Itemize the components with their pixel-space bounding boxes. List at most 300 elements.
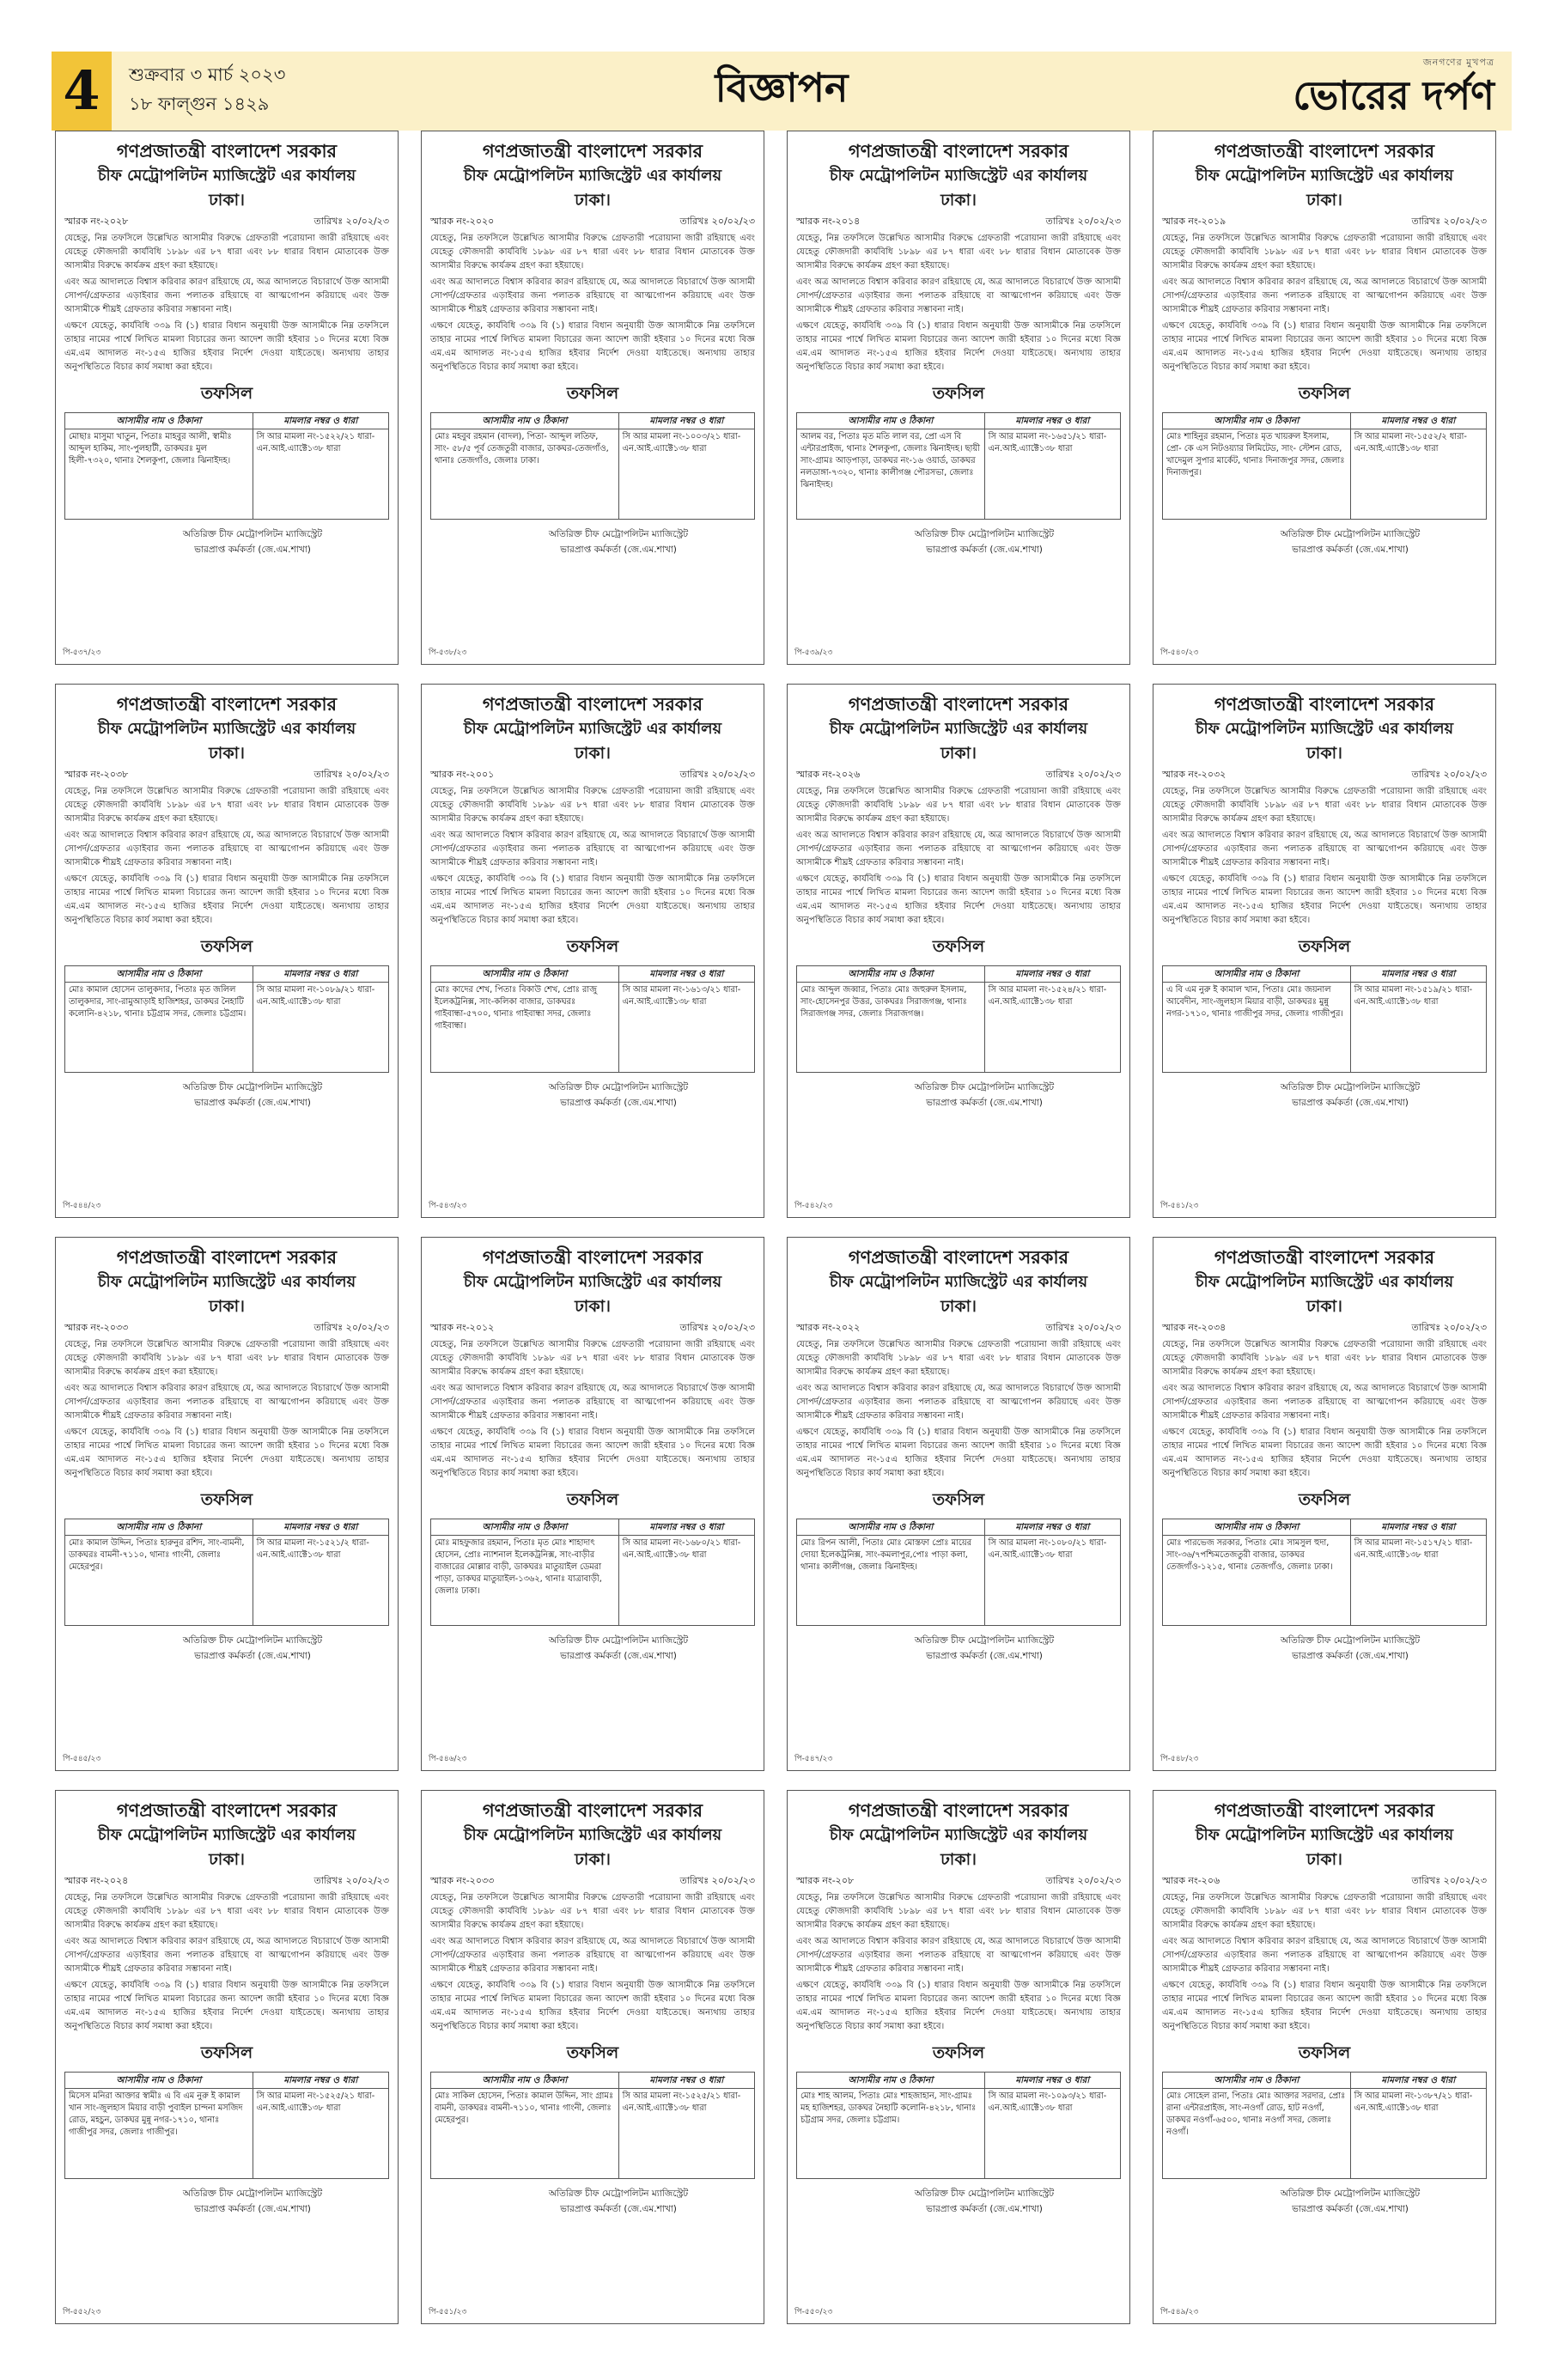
schedule-table	[1162, 1519, 1487, 1626]
notice-title-office: চীফ মেট্রোপলিটন ম্যাজিস্ট্রেট এর কার্যালয়	[97, 1273, 356, 1291]
notice-paragraph: এবং অত্র আদালতে বিশ্বাস করিবার কারণ রহিয়াছে যে, অত্র আদালতে বিচারার্থে উক্ত আসামী সোপর্দ/গ্রেফতার এড়াইবার জন্য পলাতক রহিয়াছে বা আত্মগোপন করিয়াছে এবং উক্ত আসামীকে শীঘ্রই গ্রেফতার করিবার সম্ভাবনা নাই।	[64, 277, 389, 314]
notice-paragraph: এবং অত্র আদালতে বিশ্বাস করিবার কারণ রহিয়াছে যে, অত্র আদালতে বিচারার্থে উক্ত আসামী সোপর্দ/গ্রেফতার এড়াইবার জন্য পলাতক রহিয়াছে বা আত্মগোপন করিয়াছে এবং উক্ত আসামীকে শীঘ্রই গ্রেফতার করিবার সম্ভাবনা নাই।	[430, 277, 755, 314]
case-number-section: সি আর মামলা নং-১০৯৩/২১ ধারা-এন.আই.এ্যাক্টে১৩৮ ধারা	[984, 2089, 1120, 2179]
notice-title-city: ঢাকা।	[209, 191, 245, 210]
notice-paragraph: এবং অত্র আদালতে বিশ্বাস করিবার কারণ রহিয়াছে যে, অত্র আদালতে বিচারার্থে উক্ত আসামী সোপর্দ/গ্রেফতার এড়াইবার জন্য পলাতক রহিয়াছে বা আত্মগোপন করিয়াছে এবং উক্ত আসামীকে শীঘ্রই গ্রেফতার করিবার সম্ভাবনা নাই।	[796, 1937, 1121, 1974]
notice-paragraph: এবং অত্র আদালতে বিশ্বাস করিবার কারণ রহিয়াছে যে, অত্র আদালতে বিচারার্থে উক্ত আসামী সোপর্দ/গ্রেফতার এড়াইবার জন্য পলাতক রহিয়াছে বা আত্মগোপন করিয়াছে এবং উক্ত আসামীকে শীঘ্রই গ্রেফতার করিবার সম্ভাবনা নাই।	[64, 1937, 389, 1974]
notice-paragraph: এক্ষণে যেহেতু, কার্যবিধি ৩৩৯ বি (১) ধারার বিধান অনুযায়ী উক্ত আসামীকে নিম্ন তফসিলে তাহার নামের পার্শ্বে লিখিত মামলা বিচারের জন্য আদেশ জারী হইবার ১০ দিনের মধ্যে বিজ্ঞ এম.এম আদালত নং-১৫এ হাজির হইবার নির্দেশ দেওয়া যাইতেছে। অন্যথায় তাহার অনুপস্থিতিতে বিচার কার্য সমাধা করা হইবে।	[1162, 874, 1487, 925]
notice-paragraph: এবং অত্র আদালতে বিশ্বাস করিবার কারণ রহিয়াছে যে, অত্র আদালতে বিচারার্থে উক্ত আসামী সোপর্দ/গ্রেফতার এড়াইবার জন্য পলাতক রহিয়াছে বা আত্মগোপন করিয়াছে এবং উক্ত আসামীকে শীঘ্রই গ্রেফতার করিবার সম্ভাবনা নাই।	[1162, 1937, 1487, 1974]
schedule-heading: তফসিল	[932, 937, 985, 956]
notice-title-office: চীফ মেট্রোপলিটন ম্যাজিস্ট্রেট এর কার্যালয়	[463, 720, 722, 738]
schedule-table	[64, 2072, 389, 2179]
accused-name-address: মোছাঃ মাসুমা খাতুন, পিতাঃ মাহবুর আলী, স্বামীঃ আব্দুল হাকিম, সাং-পুলহাটী, ডাকঘরঃ মুল হিলী-৭৩২০, থানাঃ শৈলকুপা, জেলাঃ ঝিনাইদহ।	[65, 429, 253, 520]
column-header-accused: আসামীর নাম ও ঠিকানা	[1163, 1519, 1351, 1536]
signatory-office: ভারপ্রাপ্ত কর্মকর্তা (জে.এম.শাখা)	[926, 2204, 1043, 2214]
ad-code: পি-৫৫০/২৩	[794, 2308, 833, 2316]
case-number-section: সি আর মামলা নং-১৫৫২/২ ধারা-এন.আই.এ্যাক্টে১৩৮ ধারা	[1350, 429, 1486, 520]
notice-title-office: চীফ মেট্রোপলিটন ম্যাজিস্ট্রেট এর কার্যালয়	[463, 1273, 722, 1291]
schedule-table	[796, 965, 1121, 1073]
column-header-accused: আসামীর নাম ও ঠিকানা	[1163, 966, 1351, 983]
table-header-row	[1163, 413, 1487, 429]
signatory-office: ভারপ্রাপ্ত কর্মকর্তা (জে.এম.শাখা)	[560, 545, 677, 555]
notice-title-city: ঢাকা।	[940, 744, 977, 763]
column-header-accused: আসামীর নাম ও ঠিকানা	[797, 413, 985, 429]
notice-title-govt: গণপ্রজাতন্ত্রী বাংলাদেশ সরকার	[1214, 1247, 1435, 1268]
column-header-accused: আসামীর নাম ও ঠিকানা	[797, 2073, 985, 2089]
notice-date: তারিখঃ ২০/০২/২৩	[1045, 769, 1121, 780]
case-number-section: সি আর মামলা নং-১৬১৩/২১ ধারা-এন.আই.এ্যাক্টে১৩৮ ধারা	[618, 983, 754, 1073]
column-header-accused: আসামীর নাম ও ঠিকানা	[65, 1519, 253, 1536]
case-number-section: সি আর মামলা নং-১৫২১/২ ধারা-এন.আই.এ্যাক্টে১৩৮ ধারা	[253, 1536, 388, 1626]
accused-name-address: মোঃ কামাল হোসেন তালুকদার, পিতাঃ মৃত জলিল তালুকদার, সাং-রামুআড়াই হাজিশহর, ডাকঘর নৈহাটি কলোনি-৪২১৮, থানাঃ চট্টগ্রাম সদর, জেলাঃ চট্টগ্রাম।	[65, 983, 253, 1073]
legal-notice	[421, 1790, 764, 2324]
notice-date: তারিখঃ ২০/০২/২৩	[1411, 1322, 1487, 1333]
notice-body	[64, 232, 389, 374]
notice-body	[430, 1891, 755, 2034]
signature-block	[1162, 1080, 1487, 1111]
ad-code: পি-৫৪৮/২৩	[1160, 1755, 1199, 1763]
ad-code: পি-৫৫১/২৩	[429, 2308, 467, 2316]
notice-body	[64, 1891, 389, 2034]
column-header-accused: আসামীর নাম ও ঠিকানা	[65, 966, 253, 983]
memo-number: স্মারক নং-২০১৪	[796, 216, 861, 227]
notice-paragraph: এবং অত্র আদালতে বিশ্বাস করিবার কারণ রহিয়াছে যে, অত্র আদালতে বিচারার্থে উক্ত আসামী সোপর্দ/গ্রেফতার এড়াইবার জন্য পলাতক রহিয়াছে বা আত্মগোপন করিয়াছে এবং উক্ত আসামীকে শীঘ্রই গ্রেফতার করিবার সম্ভাবনা নাই।	[430, 1937, 755, 1974]
table-row	[797, 429, 1121, 520]
signature-block	[796, 1633, 1121, 1664]
date-bengali: ১৮ ফাল্গুন ১৪২৯	[129, 94, 270, 114]
signature-block	[796, 2186, 1121, 2217]
signature-block	[796, 527, 1121, 557]
table-row	[1163, 1536, 1487, 1626]
notice-paragraph: এক্ষণে যেহেতু, কার্যবিধি ৩৩৯ বি (১) ধারার বিধান অনুযায়ী উক্ত আসামীকে নিম্ন তফসিলে তাহার নামের পার্শ্বে লিখিত মামলা বিচারের জন্য আদেশ জারী হইবার ১০ দিনের মধ্যে বিজ্ঞ এম.এম আদালত নং-১৫এ হাজির হইবার নির্দেশ দেওয়া যাইতেছে। অন্যথায় তাহার অনুপস্থিতিতে বিচার কার্য সমাধা করা হইবে।	[430, 1427, 755, 1478]
schedule-heading: তফসিল	[566, 1490, 619, 1509]
notice-paragraph: এবং অত্র আদালতে বিশ্বাস করিবার কারণ রহিয়াছে যে, অত্র আদালতে বিচারার্থে উক্ত আসামী সোপর্দ/গ্রেফতার এড়াইবার জন্য পলাতক রহিয়াছে বা আত্মগোপন করিয়াছে এবং উক্ত আসামীকে শীঘ্রই গ্রেফতার করিবার সম্ভাবনা নাই।	[430, 831, 755, 867]
legal-notice	[787, 1790, 1130, 2324]
signatory-title: অতিরিক্ত চীফ মেট্রোপলিটন ম্যাজিস্ট্রেট	[1280, 1082, 1421, 1093]
column-header-case: মামলার নম্বর ও ধারা	[984, 413, 1120, 429]
column-header-accused: আসামীর নাম ও ঠিকানা	[431, 966, 619, 983]
notice-paragraph: যেহেতু, নিম্ন তফসিলে উল্লেখিত আসামীর বিরুদ্ধে গ্রেফতারী পরোয়ানা জারী রহিয়াছে এবং যেহেতু ফৌজদারী কার্যবিধি ১৮৯৮ এর ৮৭ ধারা এবং ৮৮ ধারার বিধান মোতাবেক উক্ত আসামীর বিরুদ্ধে কার্যক্রম গ্রহণ করা হইয়াছে।	[64, 1893, 389, 1930]
schedule-table	[64, 1519, 389, 1626]
notice-date: তারিখঃ ২০/০২/২৩	[679, 216, 755, 227]
notice-body	[1162, 232, 1487, 374]
schedule-table	[1162, 412, 1487, 520]
page-number: 4	[52, 52, 112, 131]
signatory-office: ভারপ্রাপ্ত কর্মকর্তা (জে.এম.শাখা)	[194, 1651, 311, 1661]
column-header-case: মামলার নম্বর ও ধারা	[253, 966, 388, 983]
page-header	[52, 52, 1512, 131]
notice-meta	[796, 767, 1121, 782]
schedule-table	[796, 2072, 1121, 2179]
signatory-title: অতিরিক্ত চীফ মেট্রোপলিটন ম্যাজিস্ট্রেট	[1280, 2188, 1421, 2199]
signatory-office: ভারপ্রাপ্ত কর্মকর্তা (জে.এম.শাখা)	[926, 1098, 1043, 1108]
notice-title-city: ঢাকা।	[940, 1297, 977, 1316]
case-number-section: সি আর মামলা নং-১৫১৯/২১ ধারা-এন.আই.এ্যাক্টে১৩৮ ধারা	[1350, 983, 1486, 1073]
column-header-case: মামলার নম্বর ও ধারা	[253, 1519, 388, 1536]
notice-title-city: ঢাকা।	[1306, 1297, 1342, 1316]
notice-body	[796, 232, 1121, 374]
accused-name-address: মোঃ কাদের শেখ, পিতাঃ বিকাউ শেখ, প্রোঃ রাজু ইলেকট্রনিক্স, সাং-কলিকা বাজার, ডাকঘরঃ গাইবান্ধা-৫৭০০, থানাঃ গাইবান্ধা সদর, জেলাঃ গাইবান্ধা।	[431, 983, 619, 1073]
notice-paragraph: এক্ষণে যেহেতু, কার্যবিধি ৩৩৯ বি (১) ধারার বিধান অনুযায়ী উক্ত আসামীকে নিম্ন তফসিলে তাহার নামের পার্শ্বে লিখিত মামলা বিচারের জন্য আদেশ জারী হইবার ১০ দিনের মধ্যে বিজ্ঞ এম.এম আদালত নং-১৫এ হাজির হইবার নির্দেশ দেওয়া যাইতেছে। অন্যথায় তাহার অনুপস্থিতিতে বিচার কার্য সমাধা করা হইবে।	[1162, 1427, 1487, 1478]
schedule-table	[64, 965, 389, 1073]
table-header-row	[65, 413, 389, 429]
notice-paragraph: যেহেতু, নিম্ন তফসিলে উল্লেখিত আসামীর বিরুদ্ধে গ্রেফতারী পরোয়ানা জারী রহিয়াছে এবং যেহেতু ফৌজদারী কার্যবিধি ১৮৯৮ এর ৮৭ ধারা এবং ৮৮ ধারার বিধান মোতাবেক উক্ত আসামীর বিরুদ্ধে কার্যক্রম গ্রহণ করা হইয়াছে।	[430, 234, 755, 271]
column-header-case: মামলার নম্বর ও ধারা	[618, 413, 754, 429]
legal-notice	[55, 684, 399, 1218]
signature-block	[1162, 2186, 1487, 2217]
signatory-title: অতিরিক্ত চীফ মেট্রোপলিটন ম্যাজিস্ট্রেট	[548, 1635, 689, 1646]
notice-paragraph: এক্ষণে যেহেতু, কার্যবিধি ৩৩৯ বি (১) ধারার বিধান অনুযায়ী উক্ত আসামীকে নিম্ন তফসিলে তাহার নামের পার্শ্বে লিখিত মামলা বিচারের জন্য আদেশ জারী হইবার ১০ দিনের মধ্যে বিজ্ঞ এম.এম আদালত নং-১৫এ হাজির হইবার নির্দেশ দেওয়া যাইতেছে। অন্যথায় তাহার অনুপস্থিতিতে বিচার কার্য সমাধা করা হইবে।	[430, 874, 755, 925]
signature-block	[1162, 1633, 1487, 1664]
ad-code: পি-৫৪২/২৩	[794, 1202, 833, 1210]
ad-code: পি-৫৪৪/২৩	[63, 1202, 101, 1210]
legal-notice	[1153, 1790, 1496, 2324]
signature-block	[64, 527, 389, 557]
legal-notice	[787, 131, 1130, 665]
column-header-case: মামলার নম্বর ও ধারা	[618, 1519, 754, 1536]
notice-meta	[430, 1873, 755, 1889]
notice-paragraph: যেহেতু, নিম্ন তফসিলে উল্লেখিত আসামীর বিরুদ্ধে গ্রেফতারী পরোয়ানা জারী রহিয়াছে এবং যেহেতু ফৌজদারী কার্যবিধি ১৮৯৮ এর ৮৭ ধারা এবং ৮৮ ধারার বিধান মোতাবেক উক্ত আসামীর বিরুদ্ধে কার্যক্রম গ্রহণ করা হইয়াছে।	[796, 234, 1121, 271]
signatory-title: অতিরিক্ত চীফ মেট্রোপলিটন ম্যাজিস্ট্রেট	[182, 1082, 323, 1093]
notice-body	[1162, 1338, 1487, 1481]
notice-paragraph: যেহেতু, নিম্ন তফসিলে উল্লেখিত আসামীর বিরুদ্ধে গ্রেফতারী পরোয়ানা জারী রহিয়াছে এবং যেহেতু ফৌজদারী কার্যবিধি ১৮৯৮ এর ৮৭ ধারা এবং ৮৮ ধারার বিধান মোতাবেক উক্ত আসামীর বিরুদ্ধে কার্যক্রম গ্রহণ করা হইয়াছে।	[430, 1340, 755, 1377]
notice-paragraph: এক্ষণে যেহেতু, কার্যবিধি ৩৩৯ বি (১) ধারার বিধান অনুযায়ী উক্ত আসামীকে নিম্ন তফসিলে তাহার নামের পার্শ্বে লিখিত মামলা বিচারের জন্য আদেশ জারী হইবার ১০ দিনের মধ্যে বিজ্ঞ এম.এম আদালত নং-১৫এ হাজির হইবার নির্দেশ দেওয়া যাইতেছে। অন্যথায় তাহার অনুপস্থিতিতে বিচার কার্য সমাধা করা হইবে।	[1162, 321, 1487, 372]
notice-title-office: চীফ মেট্রোপলিটন ম্যাজিস্ট্রেট এর কার্যালয়	[829, 720, 1088, 738]
accused-name-address: মোঃ শাহ আলম, পিতাঃ মোঃ শাহজাহান, সাং-গ্রামঃ মহ হাজিশহর, ডাকঘর নৈহাটি কলোনি-৪২১৮, থানাঃ চট্টগ্রাম সদর, জেলাঃ চট্টগ্রাম।	[797, 2089, 985, 2179]
notice-title-office: চীফ মেট্রোপলিটন ম্যাজিস্ট্রেট এর কার্যালয়	[829, 1826, 1088, 1844]
notice-paragraph: এক্ষণে যেহেতু, কার্যবিধি ৩৩৯ বি (১) ধারার বিধান অনুযায়ী উক্ত আসামীকে নিম্ন তফসিলে তাহার নামের পার্শ্বে লিখিত মামলা বিচারের জন্য আদেশ জারী হইবার ১০ দিনের মধ্যে বিজ্ঞ এম.এম আদালত নং-১৫এ হাজির হইবার নির্দেশ দেওয়া যাইতেছে। অন্যথায় তাহার অনুপস্থিতিতে বিচার কার্য সমাধা করা হইবে।	[64, 874, 389, 925]
notice-title-city: ঢাকা।	[1306, 1850, 1342, 1869]
notice-body	[796, 1891, 1121, 2034]
notice-paragraph: এক্ষণে যেহেতু, কার্যবিধি ৩৩৯ বি (১) ধারার বিধান অনুযায়ী উক্ত আসামীকে নিম্ন তফসিলে তাহার নামের পার্শ্বে লিখিত মামলা বিচারের জন্য আদেশ জারী হইবার ১০ দিনের মধ্যে বিজ্ঞ এম.এম আদালত নং-১৫এ হাজির হইবার নির্দেশ দেওয়া যাইতেছে। অন্যথায় তাহার অনুপস্থিতিতে বিচার কার্য সমাধা করা হইবে।	[64, 1427, 389, 1478]
table-header-row	[431, 2073, 755, 2089]
column-header-accused: আসামীর নাম ও ঠিকানা	[65, 413, 253, 429]
table-row	[431, 983, 755, 1073]
notice-title-office: চীফ মেট্রোপলিটন ম্যাজিস্ট্রেট এর কার্যালয়	[1195, 167, 1454, 185]
notice-paragraph: এক্ষণে যেহেতু, কার্যবিধি ৩৩৯ বি (১) ধারার বিধান অনুযায়ী উক্ত আসামীকে নিম্ন তফসিলে তাহার নামের পার্শ্বে লিখিত মামলা বিচারের জন্য আদেশ জারী হইবার ১০ দিনের মধ্যে বিজ্ঞ এম.এম আদালত নং-১৫এ হাজির হইবার নির্দেশ দেওয়া যাইতেছে। অন্যথায় তাহার অনুপস্থিতিতে বিচার কার্য সমাধা করা হইবে।	[1162, 1981, 1487, 2031]
signatory-title: অতিরিক্ত চীফ মেট্রোপলিটন ম্যাজিস্ট্রেট	[182, 529, 323, 539]
notice-paragraph: এবং অত্র আদালতে বিশ্বাস করিবার কারণ রহিয়াছে যে, অত্র আদালতে বিচারার্থে উক্ত আসামী সোপর্দ/গ্রেফতার এড়াইবার জন্য পলাতক রহিয়াছে বা আত্মগোপন করিয়াছে এবং উক্ত আসামীকে শীঘ্রই গ্রেফতার করিবার সম্ভাবনা নাই।	[1162, 1384, 1487, 1421]
table-row	[797, 2089, 1121, 2179]
schedule-heading: তফসিল	[932, 1490, 985, 1509]
signatory-office: ভারপ্রাপ্ত কর্মকর্তা (জে.এম.শাখা)	[194, 2204, 311, 2214]
memo-number: স্মারক নং-২০০১	[430, 769, 495, 780]
signature-block	[430, 1080, 755, 1111]
signatory-office: ভারপ্রাপ্ত কর্মকর্তা (জে.এম.শাখা)	[194, 1098, 311, 1108]
notice-meta	[430, 214, 755, 229]
notice-date: তারিখঃ ২০/০২/২৩	[1411, 1875, 1487, 1886]
schedule-table	[796, 412, 1121, 520]
schedule-table	[430, 2072, 755, 2179]
notice-paragraph: এক্ষণে যেহেতু, কার্যবিধি ৩৩৯ বি (১) ধারার বিধান অনুযায়ী উক্ত আসামীকে নিম্ন তফসিলে তাহার নামের পার্শ্বে লিখিত মামলা বিচারের জন্য আদেশ জারী হইবার ১০ দিনের মধ্যে বিজ্ঞ এম.এম আদালত নং-১৫এ হাজির হইবার নির্দেশ দেওয়া যাইতেছে। অন্যথায় তাহার অনুপস্থিতিতে বিচার কার্য সমাধা করা হইবে।	[430, 321, 755, 372]
table-row	[1163, 2089, 1487, 2179]
signature-block	[64, 1633, 389, 1664]
schedule-table	[64, 412, 389, 520]
notice-paragraph: এক্ষণে যেহেতু, কার্যবিধি ৩৩৯ বি (১) ধারার বিধান অনুযায়ী উক্ত আসামীকে নিম্ন তফসিলে তাহার নামের পার্শ্বে লিখিত মামলা বিচারের জন্য আদেশ জারী হইবার ১০ দিনের মধ্যে বিজ্ঞ এম.এম আদালত নং-১৫এ হাজির হইবার নির্দেশ দেওয়া যাইতেছে। অন্যথায় তাহার অনুপস্থিতিতে বিচার কার্য সমাধা করা হইবে।	[430, 1981, 755, 2031]
notice-body	[430, 232, 755, 374]
signature-block	[430, 2186, 755, 2217]
legal-notice	[421, 131, 764, 665]
notice-paragraph: যেহেতু, নিম্ন তফসিলে উল্লেখিত আসামীর বিরুদ্ধে গ্রেফতারী পরোয়ানা জারী রহিয়াছে এবং যেহেতু ফৌজদারী কার্যবিধি ১৮৯৮ এর ৮৭ ধারা এবং ৮৮ ধারার বিধান মোতাবেক উক্ত আসামীর বিরুদ্ধে কার্যক্রম গ্রহণ করা হইয়াছে।	[796, 787, 1121, 824]
table-row	[65, 983, 389, 1073]
notice-date: তারিখঃ ২০/০২/২৩	[679, 1322, 755, 1333]
signatory-office: ভারপ্রাপ্ত কর্মকর্তা (জে.এম.শাখা)	[560, 1651, 677, 1661]
table-row	[65, 429, 389, 520]
schedule-table	[430, 1519, 755, 1626]
notice-meta	[64, 214, 389, 229]
notice-title-govt: গণপ্রজাতন্ত্রী বাংলাদেশ সরকার	[848, 1247, 1069, 1268]
signatory-office: ভারপ্রাপ্ত কর্মকর্তা (জে.এম.শাখা)	[194, 545, 311, 555]
schedule-heading: তফসিল	[200, 937, 253, 956]
notice-paragraph: এবং অত্র আদালতে বিশ্বাস করিবার কারণ রহিয়াছে যে, অত্র আদালতে বিচারার্থে উক্ত আসামী সোপর্দ/গ্রেফতার এড়াইবার জন্য পলাতক রহিয়াছে বা আত্মগোপন করিয়াছে এবং উক্ত আসামীকে শীঘ্রই গ্রেফতার করিবার সম্ভাবনা নাই।	[796, 831, 1121, 867]
accused-name-address: মোঃ রিপন আলী, পিতাঃ মোঃ মোস্তফা প্রোঃ মায়ের দোয়া ইলেকট্রনিক্স, সাং-কমলাপুর,পোঃ পাড়া কলা, থানাঃ কালীগঞ্জ, জেলাঃ ঝিনাইদহ।	[797, 1536, 985, 1626]
schedule-heading: তফসিল	[932, 2043, 985, 2062]
notice-title-office: চীফ মেট্রোপলিটন ম্যাজিস্ট্রেট এর কার্যালয়	[463, 1826, 722, 1844]
signature-block	[64, 2186, 389, 2217]
notice-paragraph: যেহেতু, নিম্ন তফসিলে উল্লেখিত আসামীর বিরুদ্ধে গ্রেফতারী পরোয়ানা জারী রহিয়াছে এবং যেহেতু ফৌজদারী কার্যবিধি ১৮৯৮ এর ৮৭ ধারা এবং ৮৮ ধারার বিধান মোতাবেক উক্ত আসামীর বিরুদ্ধে কার্যক্রম গ্রহণ করা হইয়াছে।	[796, 1893, 1121, 1930]
column-header-accused: আসামীর নাম ও ঠিকানা	[1163, 413, 1351, 429]
notice-paragraph: যেহেতু, নিম্ন তফসিলে উল্লেখিত আসামীর বিরুদ্ধে গ্রেফতারী পরোয়ানা জারী রহিয়াছে এবং যেহেতু ফৌজদারী কার্যবিধি ১৮৯৮ এর ৮৭ ধারা এবং ৮৮ ধারার বিধান মোতাবেক উক্ত আসামীর বিরুদ্ধে কার্যক্রম গ্রহণ করা হইয়াছে।	[64, 1340, 389, 1377]
notice-paragraph: যেহেতু, নিম্ন তফসিলে উল্লেখিত আসামীর বিরুদ্ধে গ্রেফতারী পরোয়ানা জারী রহিয়াছে এবং যেহেতু ফৌজদারী কার্যবিধি ১৮৯৮ এর ৮৭ ধারা এবং ৮৮ ধারার বিধান মোতাবেক উক্ত আসামীর বিরুদ্ধে কার্যক্রম গ্রহণ করা হইয়াছে।	[1162, 234, 1487, 271]
schedule-table	[796, 1519, 1121, 1626]
notice-meta	[796, 1873, 1121, 1889]
notice-title-govt: গণপ্রজাতন্ত্রী বাংলাদেশ সরকার	[116, 1800, 338, 1821]
notice-title-govt: গণপ্রজাতন্ত্রী বাংলাদেশ সরকার	[482, 694, 703, 715]
signatory-title: অতিরিক্ত চীফ মেট্রোপলিটন ম্যাজিস্ট্রেট	[548, 1082, 689, 1093]
table-header-row	[431, 413, 755, 429]
accused-name-address: মোঃ শাহিনুর রহমান, পিতাঃ মৃত খায়রুল ইসলাম, প্রো- কে এস নিটওয়্যার লিমিটেড, সাং- স্টেশন রোড, খাদেমুল সুপার মার্কেট, থানাঃ দিনাজপুর সদর, জেলাঃ দিনাজপুর।	[1163, 429, 1351, 520]
notice-title-office: চীফ মেট্রোপলিটন ম্যাজিস্ট্রেট এর কার্যালয়	[829, 167, 1088, 185]
case-number-section: সি আর মামলা নং-১৫২৫/২১ ধারা-এন.আই.এ্যাক্টে১৩৮ ধারা	[618, 2089, 754, 2179]
memo-number: স্মারক নং-২০৩৮	[64, 769, 129, 780]
notice-meta	[796, 214, 1121, 229]
case-number-section: সি আর মামলা নং-১৫২২/২১ ধারা-এন.আই.এ্যাক্টে১৩৮ ধারা	[253, 429, 388, 520]
table-row	[431, 1536, 755, 1626]
notice-date: তারিখঃ ২০/০২/২৩	[1411, 216, 1487, 227]
notice-paragraph: এক্ষণে যেহেতু, কার্যবিধি ৩৩৯ বি (১) ধারার বিধান অনুযায়ী উক্ত আসামীকে নিম্ন তফসিলে তাহার নামের পার্শ্বে লিখিত মামলা বিচারের জন্য আদেশ জারী হইবার ১০ দিনের মধ্যে বিজ্ঞ এম.এম আদালত নং-১৫এ হাজির হইবার নির্দেশ দেওয়া যাইতেছে। অন্যথায় তাহার অনুপস্থিতিতে বিচার কার্য সমাধা করা হইবে।	[796, 321, 1121, 372]
column-header-case: মামলার নম্বর ও ধারা	[984, 2073, 1120, 2089]
schedule-heading: তফসিল	[932, 384, 985, 403]
notice-title-govt: গণপ্রজাতন্ত্রী বাংলাদেশ সরকার	[1214, 1800, 1435, 1821]
notice-paragraph: এক্ষণে যেহেতু, কার্যবিধি ৩৩৯ বি (১) ধারার বিধান অনুযায়ী উক্ত আসামীকে নিম্ন তফসিলে তাহার নামের পার্শ্বে লিখিত মামলা বিচারের জন্য আদেশ জারী হইবার ১০ দিনের মধ্যে বিজ্ঞ এম.এম আদালত নং-১৫এ হাজির হইবার নির্দেশ দেওয়া যাইতেছে। অন্যথায় তাহার অনুপস্থিতিতে বিচার কার্য সমাধা করা হইবে।	[796, 1981, 1121, 2031]
notice-paragraph: যেহেতু, নিম্ন তফসিলে উল্লেখিত আসামীর বিরুদ্ধে গ্রেফতারী পরোয়ানা জারী রহিয়াছে এবং যেহেতু ফৌজদারী কার্যবিধি ১৮৯৮ এর ৮৭ ধারা এবং ৮৮ ধারার বিধান মোতাবেক উক্ত আসামীর বিরুদ্ধে কার্যক্রম গ্রহণ করা হইয়াছে।	[1162, 787, 1487, 824]
notice-title-office: চীফ মেট্রোপলিটন ম্যাজিস্ট্রেট এর কার্যালয়	[97, 720, 356, 738]
accused-name-address: আলম বর, পিতাঃ মৃত মতি লাল বর, প্রো এস বি এন্টারপ্রাইজ, থানাঃ শৈলকুপা, জেলাঃ ঝিনাইদহ। ছায়ী সাং-গ্রামঃ আড়পাড়া, ডাকঘর নং-১৬ ওয়ার্ড, ডাকঘর নলডাঙ্গা-৭৩২০, থানাঃ কালীগঞ্জ পৌরসভা, জেলাঃ ঝিনাইদহ।	[797, 429, 985, 520]
schedule-heading: তফসিল	[566, 2043, 619, 2062]
legal-notice	[55, 1237, 399, 1771]
table-row	[65, 2089, 389, 2179]
ad-code: পি-৫৩৯/২৩	[794, 648, 833, 657]
column-header-accused: আসামীর নাম ও ঠিকানা	[431, 1519, 619, 1536]
notice-paragraph: এক্ষণে যেহেতু, কার্যবিধি ৩৩৯ বি (১) ধারার বিধান অনুযায়ী উক্ত আসামীকে নিম্ন তফসিলে তাহার নামের পার্শ্বে লিখিত মামলা বিচারের জন্য আদেশ জারী হইবার ১০ দিনের মধ্যে বিজ্ঞ এম.এম আদালত নং-১৫এ হাজির হইবার নির্দেশ দেওয়া যাইতেছে। অন্যথায় তাহার অনুপস্থিতিতে বিচার কার্য সমাধা করা হইবে।	[796, 874, 1121, 925]
signatory-title: অতিরিক্ত চীফ মেট্রোপলিটন ম্যাজিস্ট্রেট	[548, 529, 689, 539]
table-header-row	[1163, 966, 1487, 983]
notice-title-office: চীফ মেট্রোপলিটন ম্যাজিস্ট্রেট এর কার্যালয়	[463, 167, 722, 185]
notice-paragraph: যেহেতু, নিম্ন তফসিলে উল্লেখিত আসামীর বিরুদ্ধে গ্রেফতারী পরোয়ানা জারী রহিয়াছে এবং যেহেতু ফৌজদারী কার্যবিধি ১৮৯৮ এর ৮৭ ধারা এবং ৮৮ ধারার বিধান মোতাবেক উক্ত আসামীর বিরুদ্ধে কার্যক্রম গ্রহণ করা হইয়াছে।	[64, 787, 389, 824]
legal-notice	[1153, 1237, 1496, 1771]
notice-meta	[1162, 1320, 1487, 1336]
legal-notice	[421, 1237, 764, 1771]
table-row	[431, 429, 755, 520]
notice-meta	[1162, 767, 1487, 782]
ad-code: পি-৫৪৫/২৩	[63, 1755, 101, 1763]
table-header-row	[431, 966, 755, 983]
notice-date: তারিখঃ ২০/০২/২৩	[1045, 1875, 1121, 1886]
date-gregorian: শুক্রবার ৩ মার্চ ২০২৩	[129, 64, 286, 85]
notice-meta	[64, 1873, 389, 1889]
table-header-row	[797, 1519, 1121, 1536]
schedule-heading: তফসিল	[200, 1490, 253, 1509]
table-header-row	[1163, 1519, 1487, 1536]
ad-code: পি-৫৪৬/২৩	[429, 1755, 467, 1763]
signatory-title: অতিরিক্ত চীফ মেট্রোপলিটন ম্যাজিস্ট্রেট	[182, 1635, 323, 1646]
column-header-accused: আসামীর নাম ও ঠিকানা	[1163, 2073, 1351, 2089]
signatory-title: অতিরিক্ত চীফ মেট্রোপলিটন ম্যাজিস্ট্রেট	[1280, 529, 1421, 539]
schedule-heading: তফসিল	[1298, 937, 1351, 956]
notice-title-city: ঢাকা।	[1306, 744, 1342, 763]
accused-name-address: মোঃ মাহফুজার রহমান, পিতাঃ মৃত মোঃ শাহাদাৎ হোসেন, প্রোঃ ন্যাশনাল ইলেকট্রনিক্স, সাং-বাড়ীর বাজারের মোল্লার বাড়ী, ডাকঘরঃ মাতুয়াইল ডেমরা পাড়া, ডাকঘর মাতুয়াইল-১৩৬২, থানাঃ যাত্রাবাড়ী, জেলাঃ ঢাকা।	[431, 1536, 619, 1626]
notice-meta	[64, 1320, 389, 1336]
signatory-title: অতিরিক্ত চীফ মেট্রোপলিটন ম্যাজিস্ট্রেট	[914, 1635, 1055, 1646]
schedule-heading: তফসিল	[566, 384, 619, 403]
table-header-row	[1163, 2073, 1487, 2089]
notice-meta	[64, 767, 389, 782]
section-title: বিজ্ঞাপন	[715, 64, 849, 111]
ad-code: পি-৫৪০/২৩	[1160, 648, 1199, 657]
memo-number: স্মারক নং-২০২২	[796, 1322, 861, 1333]
table-row	[797, 1536, 1121, 1626]
signatory-title: অতিরিক্ত চীফ মেট্রোপলিটন ম্যাজিস্ট্রেট	[914, 1082, 1055, 1093]
table-header-row	[65, 2073, 389, 2089]
signatory-office: ভারপ্রাপ্ত কর্মকর্তা (জে.এম.শাখা)	[560, 1098, 677, 1108]
ad-code: পি-৫৪৭/২৩	[794, 1755, 833, 1763]
notice-body	[430, 1338, 755, 1481]
notice-title-city: ঢাকা।	[575, 191, 611, 210]
notice-title-office: চীফ মেট্রোপলিটন ম্যাজিস্ট্রেট এর কার্যালয়	[1195, 720, 1454, 738]
notice-paragraph: যেহেতু, নিম্ন তফসিলে উল্লেখিত আসামীর বিরুদ্ধে গ্রেফতারী পরোয়ানা জারী রহিয়াছে এবং যেহেতু ফৌজদারী কার্যবিধি ১৮৯৮ এর ৮৭ ধারা এবং ৮৮ ধারার বিধান মোতাবেক উক্ত আসামীর বিরুদ্ধে কার্যক্রম গ্রহণ করা হইয়াছে।	[1162, 1340, 1487, 1377]
notice-title-office: চীফ মেট্রোপলিটন ম্যাজিস্ট্রেট এর কার্যালয়	[97, 167, 356, 185]
table-header-row	[431, 1519, 755, 1536]
schedule-heading: তফসিল	[200, 384, 253, 403]
signatory-office: ভারপ্রাপ্ত কর্মকর্তা (জে.এম.শাখা)	[560, 2204, 677, 2214]
notice-paragraph: এবং অত্র আদালতে বিশ্বাস করিবার কারণ রহিয়াছে যে, অত্র আদালতে বিচারার্থে উক্ত আসামী সোপর্দ/গ্রেফতার এড়াইবার জন্য পলাতক রহিয়াছে বা আত্মগোপন করিয়াছে এবং উক্ত আসামীকে শীঘ্রই গ্রেফতার করিবার সম্ভাবনা নাই।	[796, 277, 1121, 314]
notice-meta	[1162, 1873, 1487, 1889]
notice-paragraph: এবং অত্র আদালতে বিশ্বাস করিবার কারণ রহিয়াছে যে, অত্র আদালতে বিচারার্থে উক্ত আসামী সোপর্দ/গ্রেফতার এড়াইবার জন্য পলাতক রহিয়াছে বা আত্মগোপন করিয়াছে এবং উক্ত আসামীকে শীঘ্রই গ্রেফতার করিবার সম্ভাবনা নাই।	[64, 831, 389, 867]
notice-title-city: ঢাকা।	[209, 744, 245, 763]
signatory-office: ভারপ্রাপ্ত কর্মকর্তা (জে.এম.শাখা)	[1292, 545, 1409, 555]
signatory-title: অতিরিক্ত চীফ মেট্রোপলিটন ম্যাজিস্ট্রেট	[914, 2188, 1055, 2199]
notice-title-office: চীফ মেট্রোপলিটন ম্যাজিস্ট্রেট এর কার্যালয়	[829, 1273, 1088, 1291]
memo-number: স্মারক নং-২০৬	[1162, 1875, 1220, 1886]
column-header-accused: আসামীর নাম ও ঠিকানা	[431, 2073, 619, 2089]
notice-title-govt: গণপ্রজাতন্ত্রী বাংলাদেশ সরকার	[1214, 141, 1435, 161]
schedule-table	[1162, 965, 1487, 1073]
memo-number: স্মারক নং-২০১৯	[1162, 216, 1226, 227]
ad-code: পি-৫৩৮/২৩	[429, 648, 467, 657]
memo-number: স্মারক নং-২০৩২	[1162, 769, 1226, 780]
notice-title-govt: গণপ্রজাতন্ত্রী বাংলাদেশ সরকার	[848, 141, 1069, 161]
notice-paragraph: এক্ষণে যেহেতু, কার্যবিধি ৩৩৯ বি (১) ধারার বিধান অনুযায়ী উক্ত আসামীকে নিম্ন তফসিলে তাহার নামের পার্শ্বে লিখিত মামলা বিচারের জন্য আদেশ জারী হইবার ১০ দিনের মধ্যে বিজ্ঞ এম.এম আদালত নং-১৫এ হাজির হইবার নির্দেশ দেওয়া যাইতেছে। অন্যথায় তাহার অনুপস্থিতিতে বিচার কার্য সমাধা করা হইবে।	[64, 321, 389, 372]
signature-block	[796, 1080, 1121, 1111]
notice-title-city: ঢাকা।	[940, 191, 977, 210]
column-header-case: মামলার নম্বর ও ধারা	[253, 2073, 388, 2089]
notice-date: তারিখঃ ২০/০২/২৩	[679, 1875, 755, 1886]
memo-number: স্মারক নং-২০৩৩	[64, 1322, 129, 1333]
memo-number: স্মারক নং-২০২৮	[64, 216, 129, 227]
notice-date: তারিখঃ ২০/০২/২৩	[1045, 216, 1121, 227]
legal-notice	[55, 131, 399, 665]
signatory-office: ভারপ্রাপ্ত কর্মকর্তা (জে.এম.শাখা)	[1292, 1098, 1409, 1108]
notice-title-office: চীফ মেট্রোপলিটন ম্যাজিস্ট্রেট এর কার্যালয়	[1195, 1826, 1454, 1844]
notice-meta	[430, 767, 755, 782]
ad-code: পি-৫৩৭/২৩	[63, 648, 101, 657]
table-header-row	[797, 2073, 1121, 2089]
legal-notice	[1153, 131, 1496, 665]
notice-paragraph: এক্ষণে যেহেতু, কার্যবিধি ৩৩৯ বি (১) ধারার বিধান অনুযায়ী উক্ত আসামীকে নিম্ন তফসিলে তাহার নামের পার্শ্বে লিখিত মামলা বিচারের জন্য আদেশ জারী হইবার ১০ দিনের মধ্যে বিজ্ঞ এম.এম আদালত নং-১৫এ হাজির হইবার নির্দেশ দেওয়া যাইতেছে। অন্যথায় তাহার অনুপস্থিতিতে বিচার কার্য সমাধা করা হইবে।	[796, 1427, 1121, 1478]
notice-paragraph: এবং অত্র আদালতে বিশ্বাস করিবার কারণ রহিয়াছে যে, অত্র আদালতে বিচারার্থে উক্ত আসামী সোপর্দ/গ্রেফতার এড়াইবার জন্য পলাতক রহিয়াছে বা আত্মগোপন করিয়াছে এবং উক্ত আসামীকে শীঘ্রই গ্রেফতার করিবার সম্ভাবনা নাই।	[1162, 831, 1487, 867]
signatory-office: ভারপ্রাপ্ত কর্মকর্তা (জে.এম.শাখা)	[926, 1651, 1043, 1661]
column-header-case: মামলার নম্বর ও ধারা	[984, 1519, 1120, 1536]
case-number-section: সি আর মামলা নং-১৬৮০/২১ ধারা-এন.আই.এ্যাক্টে১৩৮ ধারা	[618, 1536, 754, 1626]
notice-meta	[796, 1320, 1121, 1336]
table-row	[431, 2089, 755, 2179]
accused-name-address: মোঃ সোহেল রানা, পিতাঃ মোঃ আক্তার সরদার, প্রোঃ রানা এন্টারপ্রাইজ, সাং-নওগাঁ রোড, হাট নওগাঁ, ডাকঘর নওগাঁ-৬৫০০, থানাঃ নওগাঁ সদর, জেলাঃ নওগাঁ।	[1163, 2089, 1351, 2179]
notice-title-office: চীফ মেট্রোপলিটন ম্যাজিস্ট্রেট এর কার্যালয়	[1195, 1273, 1454, 1291]
legal-notice	[55, 1790, 399, 2324]
notice-date: তারিখঃ ২০/০২/২৩	[1411, 769, 1487, 780]
notice-title-govt: গণপ্রজাতন্ত্রী বাংলাদেশ সরকার	[482, 1247, 703, 1268]
notice-date: তারিখঃ ২০/০২/২৩	[313, 1322, 389, 1333]
legal-notice	[787, 1237, 1130, 1771]
notice-body	[64, 785, 389, 928]
notice-title-govt: গণপ্রজাতন্ত্রী বাংলাদেশ সরকার	[116, 141, 338, 161]
legal-notice	[421, 684, 764, 1218]
memo-number: স্মারক নং-২০৩৩	[430, 1875, 495, 1886]
notice-title-govt: গণপ্রজাতন্ত্রী বাংলাদেশ সরকার	[848, 694, 1069, 715]
schedule-heading: তফসিল	[1298, 384, 1351, 403]
schedule-heading: তফসিল	[200, 2043, 253, 2062]
notice-paragraph: এবং অত্র আদালতে বিশ্বাস করিবার কারণ রহিয়াছে যে, অত্র আদালতে বিচারার্থে উক্ত আসামী সোপর্দ/গ্রেফতার এড়াইবার জন্য পলাতক রহিয়াছে বা আত্মগোপন করিয়াছে এবং উক্ত আসামীকে শীঘ্রই গ্রেফতার করিবার সম্ভাবনা নাই।	[430, 1384, 755, 1421]
column-header-accused: আসামীর নাম ও ঠিকানা	[797, 1519, 985, 1536]
case-number-section: সি আর মামলা নং-১৬৫১/২১ ধারা-এন.আই.এ্যাক্টে১৩৮ ধারা	[984, 429, 1120, 520]
memo-number: স্মারক নং-২০৩৪	[1162, 1322, 1226, 1333]
column-header-case: মামলার নম্বর ও ধারা	[253, 413, 388, 429]
case-number-section: সি আর মামলা নং-১০০৩/২১ ধারা-এন.আই.এ্যাক্টে১৩৮ ধারা	[618, 429, 754, 520]
signatory-office: ভারপ্রাপ্ত কর্মকর্তা (জে.এম.শাখা)	[1292, 1651, 1409, 1661]
column-header-case: মামলার নম্বর ও ধারা	[1350, 413, 1486, 429]
schedule-heading: তফসিল	[1298, 1490, 1351, 1509]
column-header-case: মামলার নম্বর ও ধারা	[1350, 966, 1486, 983]
memo-number: স্মারক নং-২০২০	[430, 216, 495, 227]
notice-paragraph: যেহেতু, নিম্ন তফসিলে উল্লেখিত আসামীর বিরুদ্ধে গ্রেফতারী পরোয়ানা জারী রহিয়াছে এবং যেহেতু ফৌজদারী কার্যবিধি ১৮৯৮ এর ৮৭ ধারা এবং ৮৮ ধারার বিধান মোতাবেক উক্ত আসামীর বিরুদ্ধে কার্যক্রম গ্রহণ করা হইয়াছে।	[796, 1340, 1121, 1377]
memo-number: স্মারক নং-২০২৪	[64, 1875, 129, 1886]
table-header-row	[65, 1519, 389, 1536]
accused-name-address: মোঃ আব্দুল জব্বার, পিতাঃ মোঃ জহুরুল ইসলাম, সাং-হোসেনপুর উত্তর, ডাকঘরঃ সিরাজগঞ্জ, থানাঃ সিরাজগঞ্জ সদর, জেলাঃ সিরাজগঞ্জ।	[797, 983, 985, 1073]
table-row	[1163, 429, 1487, 520]
schedule-heading: তফসিল	[1298, 2043, 1351, 2062]
accused-name-address: মিসেস মনিরা আক্তার স্বামীঃ এ বি এম নুরু ই কামাল খান সাং-জুলহাস মিয়ার বাড়ী পুবাইল চান্দনা মসজিদ রোড, মহচুন, ডাকঘর মুন্নু নগর-১৭১০, থানাঃ গাজীপুর সদর, জেলাঃ গাজীপুর।	[65, 2089, 253, 2179]
logo-tagline: জনগণের মুখপত্র	[1422, 57, 1494, 68]
table-row	[797, 983, 1121, 1073]
column-header-accused: আসামীর নাম ও ঠিকানা	[431, 413, 619, 429]
ad-code: পি-৫৪৯/২৩	[1160, 2308, 1199, 2316]
column-header-case: মামলার নম্বর ও ধারা	[1350, 1519, 1486, 1536]
notice-date: তারিখঃ ২০/০২/২৩	[1045, 1322, 1121, 1333]
legal-notice	[1153, 684, 1496, 1218]
legal-notice	[787, 684, 1130, 1218]
signatory-title: অতিরিক্ত চীফ মেট্রোপলিটন ম্যাজিস্ট্রেট	[914, 529, 1055, 539]
signatory-title: অতিরিক্ত চীফ মেট্রোপলিটন ম্যাজিস্ট্রেট	[182, 2188, 323, 2199]
